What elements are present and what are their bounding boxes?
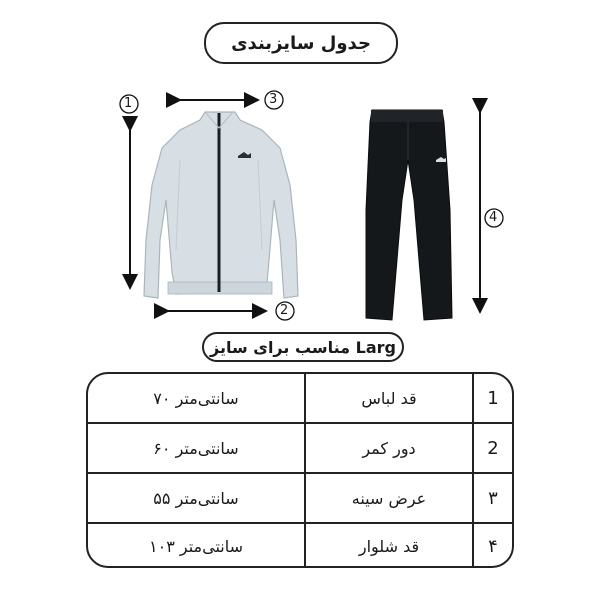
size-chart-title: جدول سایزبندی [204,22,398,64]
row-number: 2 [472,424,512,472]
table-row [88,474,512,522]
pants-image [366,110,452,320]
measurement-table [86,372,514,568]
row-number: ۳ [472,474,512,522]
row-number: ۴ [472,524,512,568]
marker-4: 4 [489,210,498,225]
row-label: قد شلوار [304,524,472,568]
row-value: ۵۵ سانتی‌متر [153,488,239,508]
row-number: 1 [472,374,512,422]
table-row [88,524,512,568]
row-value: ۷۰ سانتی‌متر [153,388,239,408]
size-note: مناسب برای سایز Larg [202,332,404,362]
marker-1: 1 [124,96,133,111]
row-label: دور کمر [304,424,472,472]
table-row [88,424,512,472]
row-label: عرض سینه [304,474,472,522]
jacket-image [144,112,298,298]
marker-2: 2 [280,303,289,318]
row-label: قد لباس [304,374,472,422]
marker-3: 3 [269,92,278,107]
row-value: ۶۰ سانتی‌متر [153,438,239,458]
row-value: ۱۰۳ سانتی‌متر [149,536,243,556]
table-row [88,374,512,422]
